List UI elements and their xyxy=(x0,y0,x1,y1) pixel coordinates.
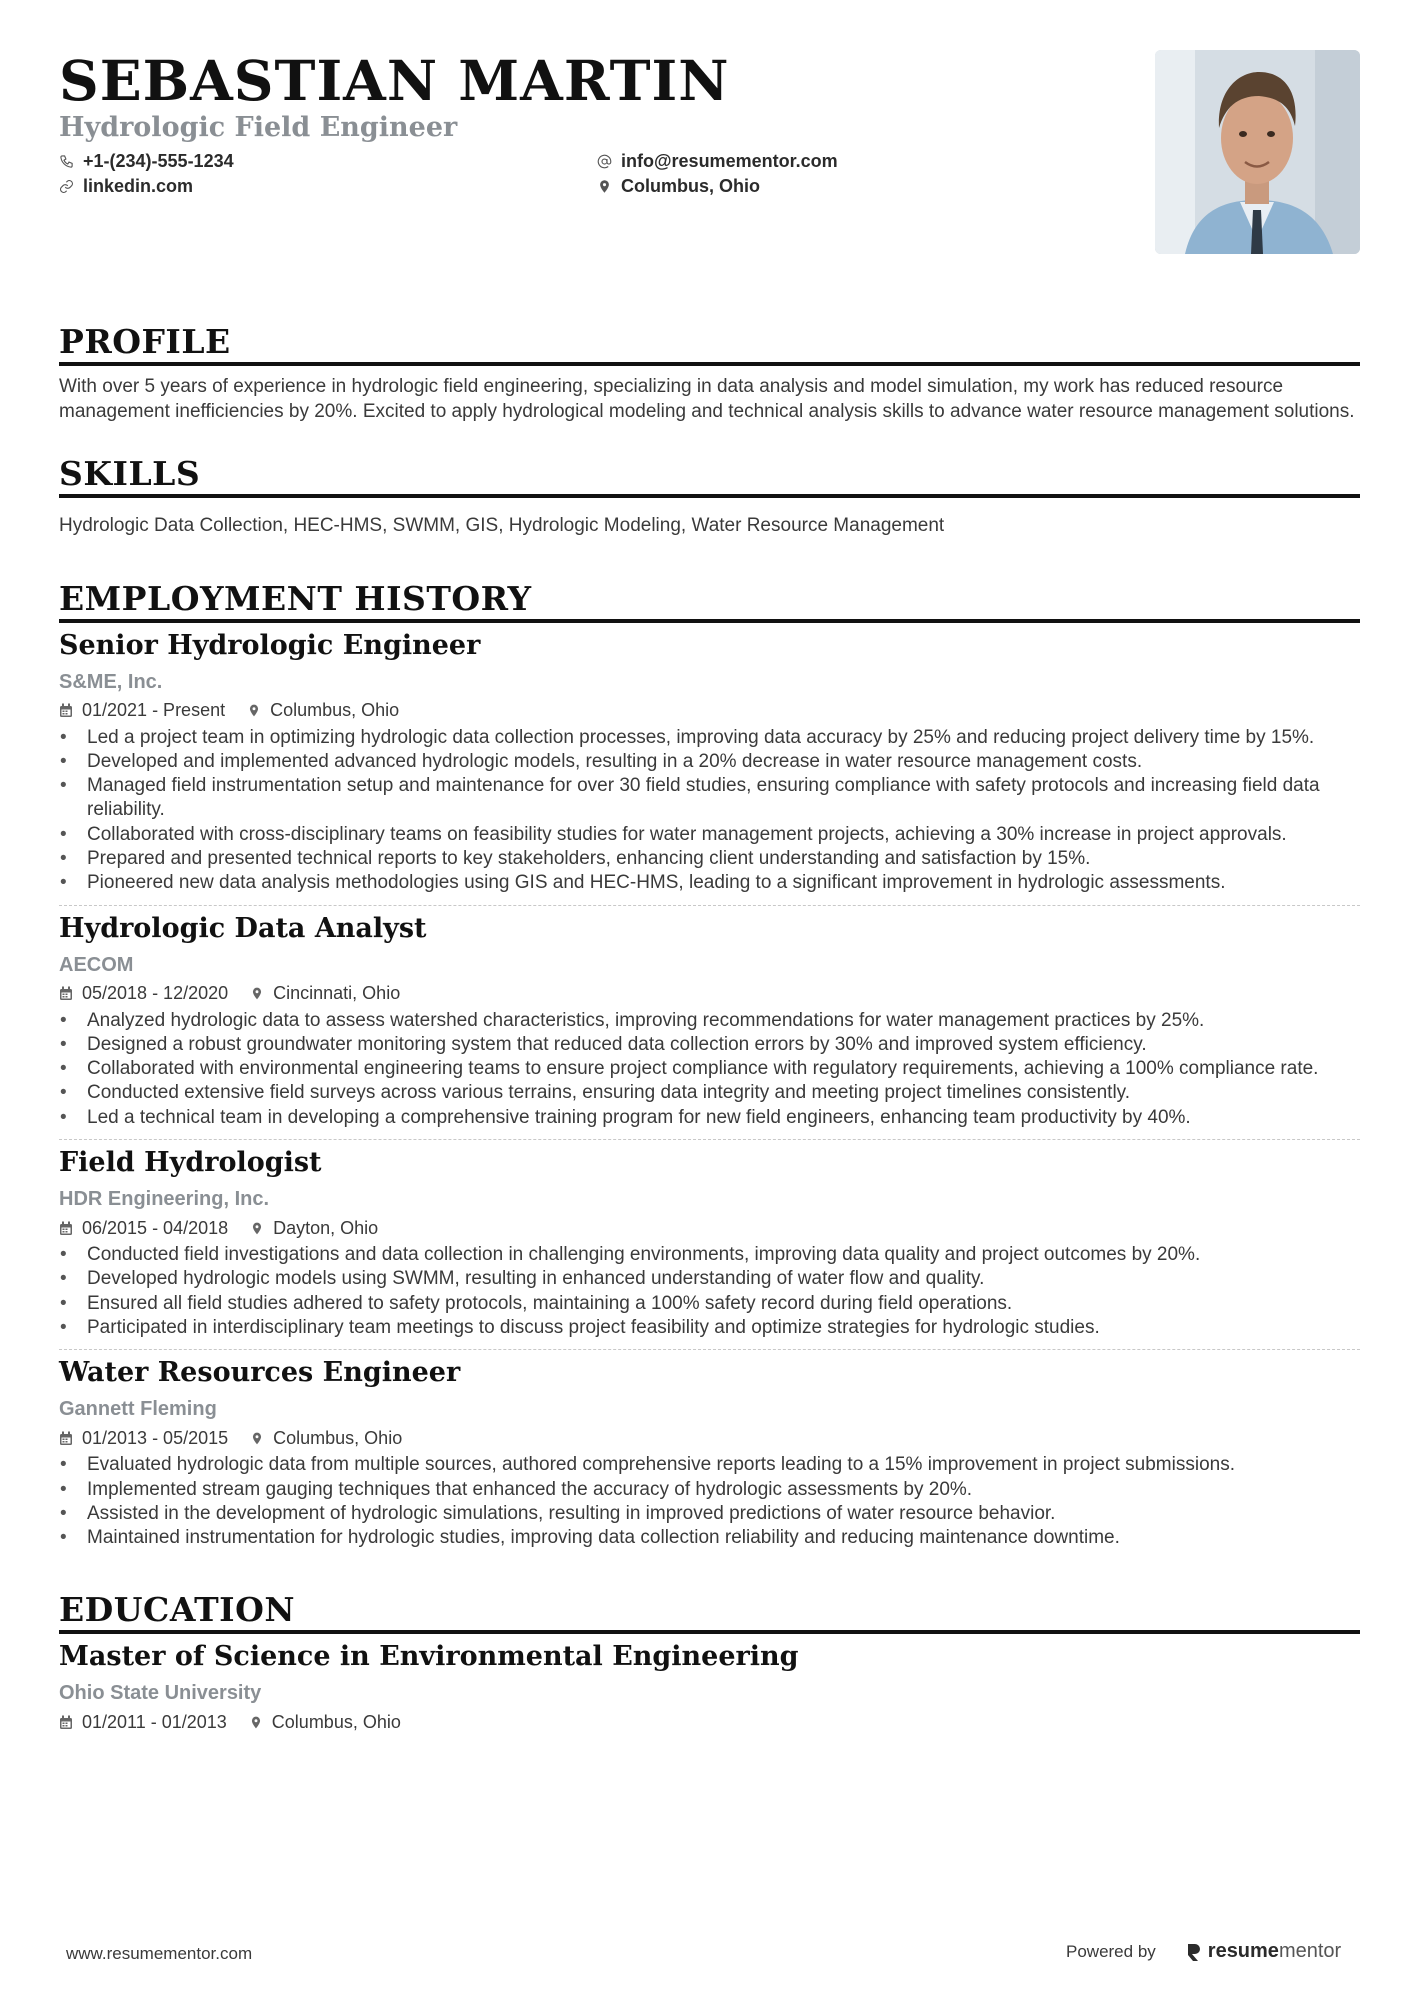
bullet-item: • Led a technical team in developing a comprehensive training program for new field engineers, enhancing team productivity by 40%. xyxy=(59,1106,1360,1130)
candidate-name: SEBASTIAN MARTIN xyxy=(59,48,730,113)
job-entry xyxy=(59,1146,1360,1350)
footer-website-link[interactable]: www.resumementor.com xyxy=(66,1944,253,1963)
school-name: Ohio State University xyxy=(59,1682,262,1705)
job-dates xyxy=(59,1218,228,1239)
job-bullets xyxy=(59,726,1360,896)
email-text: info@resumementor.com xyxy=(621,150,838,171)
bullet-item: • Developed hydrologic models using SWMM, resulting in enhanced understanding of water flow and quality. xyxy=(59,1267,1360,1291)
resume-header xyxy=(59,50,1360,256)
job-bullets xyxy=(59,1009,1360,1130)
job-company: AECOM xyxy=(59,953,134,976)
education-heading: EDUCATION xyxy=(59,1590,296,1630)
candidate-role: Hydrologic Field Engineer xyxy=(59,112,458,143)
calendar-icon xyxy=(59,1715,73,1730)
job-dates-text: 01/2013 - 05/2015 xyxy=(82,1427,229,1448)
bullet-item: • Maintained instrumentation for hydrologic studies, improving data collection reliability and reducing maintenance downtime. xyxy=(59,1526,1360,1550)
education-dates xyxy=(59,1712,227,1733)
bullet-item: • Collaborated with cross-disciplinary teams on feasibility studies for water management projects, achieving a 30% increase in project approvals. xyxy=(59,823,1360,847)
education-section xyxy=(59,1590,1360,1734)
degree-title: Master of Science in Environmental Engineering xyxy=(59,1641,799,1673)
at-icon xyxy=(597,154,612,169)
person-portrait-icon xyxy=(1155,50,1360,254)
job-title: Water Resources Engineer xyxy=(59,1357,461,1389)
contact-phone[interactable] xyxy=(59,150,597,172)
map-pin-icon xyxy=(250,1221,264,1236)
job-entry xyxy=(59,912,1360,1140)
profile-summary: With over 5 years of experience in hydrologic field engineering, specializing in data analysis and model simulation, my work has reduced resource management inefficiencies by 20%. Excited to apply hydrological modeling and technical analysis skills to advance water resource management solutions. xyxy=(59,376,1355,422)
brand-name-bold: resume xyxy=(1207,1940,1279,1962)
job-location xyxy=(250,983,400,1004)
job-dates-text: 06/2015 - 04/2018 xyxy=(82,1217,229,1238)
job-company: Gannett Fleming xyxy=(59,1398,217,1421)
job-title: Hydrologic Data Analyst xyxy=(59,912,427,944)
bullet-item: • Managed field instrumentation setup and maintenance for over 30 field studies, ensuring compliance with safety protocols and increasing field data reliability. xyxy=(59,774,1360,823)
bullet-item: • Developed and implemented advanced hydrologic models, resulting in a 20% decrease in water resource management costs. xyxy=(59,750,1360,774)
skills-list: Hydrologic Data Collection, HEC-HMS, SWMM, GIS, Hydrologic Modeling, Water Resource Management xyxy=(59,515,945,536)
bullet-item: • Evaluated hydrologic data from multiple sources, authored comprehensive reports leading to a 15% improvement in project submissions. xyxy=(59,1453,1360,1477)
calendar-icon xyxy=(59,703,73,718)
job-dates-text: 01/2021 - Present xyxy=(82,700,226,720)
job-location-text: Columbus, Ohio xyxy=(273,1427,403,1448)
job-dates-text: 05/2018 - 12/2020 xyxy=(82,983,229,1004)
job-location-text: Columbus, Ohio xyxy=(270,700,400,720)
footer-powered-by xyxy=(1066,1940,1341,1963)
section-divider xyxy=(59,494,1360,498)
phone-icon xyxy=(59,154,74,169)
calendar-icon xyxy=(59,1431,73,1446)
job-meta xyxy=(59,1426,1360,1450)
job-bullets xyxy=(59,1453,1360,1550)
skills-heading: SKILLS xyxy=(59,454,201,493)
education-dates-text: 01/2011 - 01/2013 xyxy=(82,1711,227,1732)
location-text: Columbus, Ohio xyxy=(621,175,760,196)
job-divider xyxy=(59,1139,1360,1140)
employment-section xyxy=(59,579,1360,1551)
profile-section xyxy=(59,322,1360,424)
job-entry xyxy=(59,1356,1360,1550)
job-location-text: Dayton, Ohio xyxy=(273,1217,379,1238)
contact-email[interactable] xyxy=(597,150,997,172)
skills-section xyxy=(59,454,1360,539)
job-divider xyxy=(59,905,1360,906)
employment-heading: EMPLOYMENT HISTORY xyxy=(59,578,532,618)
contact-location xyxy=(597,175,997,197)
section-divider xyxy=(59,1630,1360,1634)
bullet-item: • Pioneered new data analysis methodologies using GIS and HEC-HMS, leading to a significant improvement in hydrologic assessments. xyxy=(59,871,1360,895)
education-meta xyxy=(59,1710,1360,1734)
contact-linkedin[interactable] xyxy=(59,175,597,197)
job-title: Senior Hydrologic Engineer xyxy=(59,629,481,661)
bullet-item: • Conducted field investigations and data collection in challenging environments, improving data quality and project outcomes by 20%. xyxy=(59,1243,1360,1267)
brand-logo[interactable] xyxy=(1186,1940,1341,1963)
job-title: Field Hydrologist xyxy=(59,1147,322,1179)
education-entry xyxy=(59,1640,1360,1734)
phone-text: +1-(234)-555-1234 xyxy=(83,150,234,171)
bullet-item: • Ensured all field studies adhered to safety protocols, maintaining a 100% safety record during field operations. xyxy=(59,1292,1360,1316)
job-bullets xyxy=(59,1243,1360,1340)
job-dates xyxy=(59,983,228,1004)
calendar-icon xyxy=(59,986,73,1001)
bullet-item: • Participated in interdisciplinary team meetings to discuss project feasibility and optimize strategies for hydrologic studies. xyxy=(59,1316,1360,1340)
link-icon xyxy=(59,179,74,194)
education-location-text: Columbus, Ohio xyxy=(271,1711,401,1732)
section-divider xyxy=(59,362,1360,366)
profile-heading: PROFILE xyxy=(59,322,231,361)
map-pin-icon xyxy=(250,1431,264,1446)
job-dates xyxy=(59,1428,228,1449)
bullet-item: • Collaborated with environmental engineering teams to ensure project compliance with regulatory requirements, achieving a 100% compliance rate. xyxy=(59,1057,1360,1081)
linkedin-text: linkedin.com xyxy=(83,175,194,196)
bullet-item: • Implemented stream gauging techniques that enhanced the accuracy of hydrologic assessments by 20%. xyxy=(59,1478,1360,1502)
job-meta xyxy=(59,982,1360,1006)
profile-photo xyxy=(1155,50,1360,254)
job-entry xyxy=(59,629,1360,906)
bullet-item: • Prepared and presented technical reports to key stakeholders, enhancing client understanding and satisfaction by 15%. xyxy=(59,847,1360,871)
resumementor-logo-icon xyxy=(1186,1942,1202,1962)
map-pin-icon xyxy=(250,986,264,1001)
education-location xyxy=(249,1712,401,1733)
brand-name-light: mentor xyxy=(1278,1940,1342,1962)
bullet-item: • Conducted extensive field surveys across various terrains, ensuring data integrity and meeting project timelines consistently. xyxy=(59,1081,1360,1105)
bullet-item: • Led a project team in optimizing hydrologic data collection processes, improving data accuracy by 25% and reducing project delivery time by 15%. xyxy=(59,726,1360,750)
bullet-item: • Designed a robust groundwater monitoring system that reduced data collection errors by 30% and improved system efficiency. xyxy=(59,1033,1360,1057)
map-pin-icon xyxy=(247,703,261,718)
powered-by-label: Powered by xyxy=(1066,1941,1156,1961)
job-company: S&ME, Inc. xyxy=(59,670,163,693)
resume-page xyxy=(59,50,1360,1734)
job-company: HDR Engineering, Inc. xyxy=(59,1188,270,1211)
bullet-item: • Assisted in the development of hydrologic simulations, resulting in improved predictions of water resource behavior. xyxy=(59,1502,1360,1526)
map-pin-icon xyxy=(597,179,612,194)
calendar-icon xyxy=(59,1221,73,1236)
section-divider xyxy=(59,619,1360,623)
job-divider xyxy=(59,1349,1360,1350)
job-meta xyxy=(59,699,1360,723)
bullet-item: • Analyzed hydrologic data to assess watershed characteristics, improving recommendations for water management practices by 25%. xyxy=(59,1009,1360,1033)
job-location xyxy=(250,1428,402,1449)
map-pin-icon xyxy=(249,1715,263,1730)
job-location xyxy=(250,1218,378,1239)
job-dates xyxy=(59,700,225,721)
job-meta xyxy=(59,1216,1360,1240)
job-location xyxy=(247,700,399,721)
job-location-text: Cincinnati, Ohio xyxy=(273,983,401,1004)
